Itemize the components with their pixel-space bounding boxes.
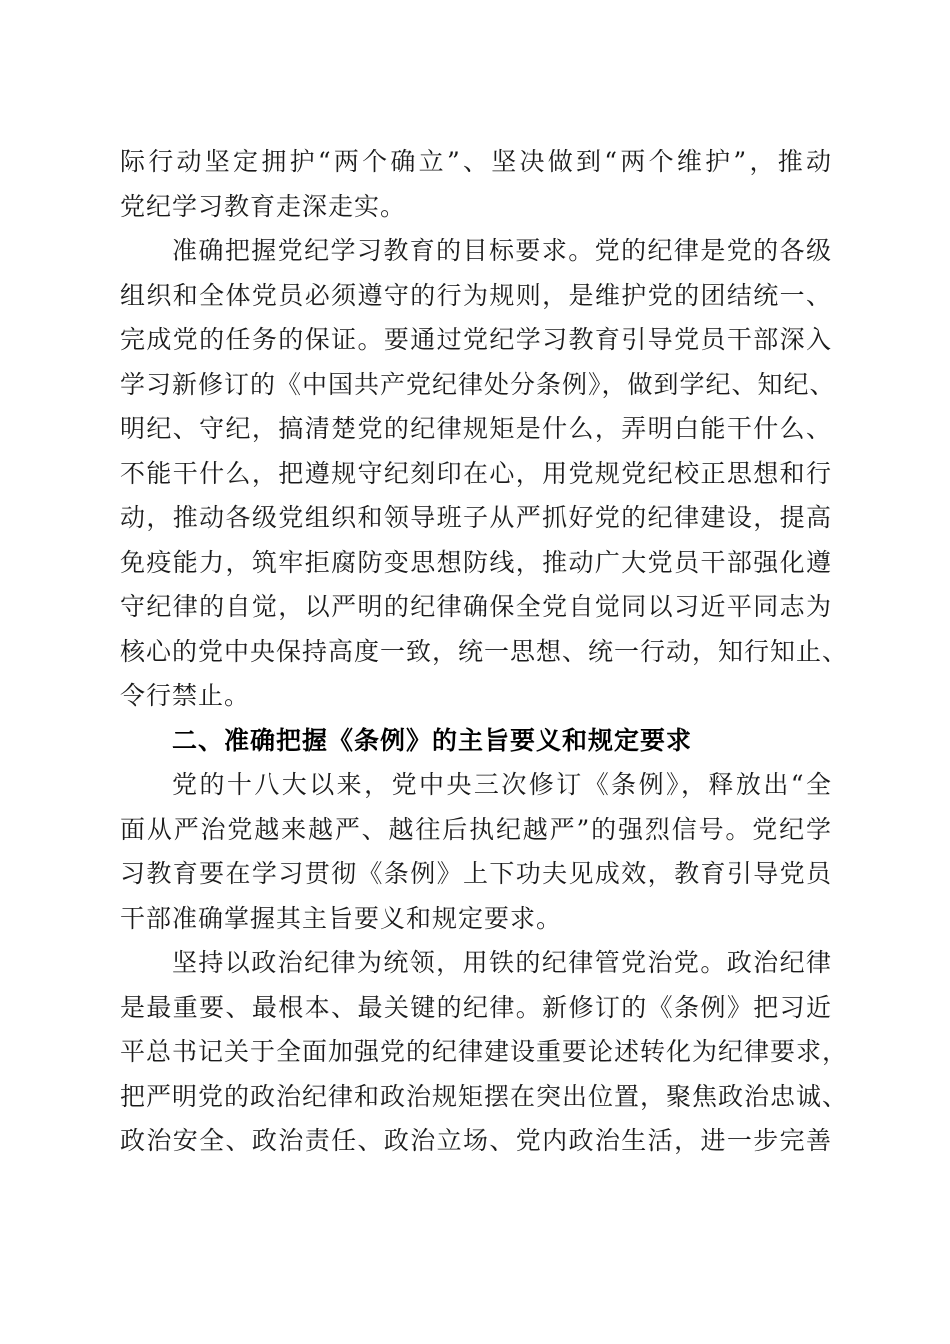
text-line: 组织和全体党员必须遵守的行为规则，是维护党的团结统一、 [120,280,832,310]
text-line: 政治安全、政治责任、政治立场、党内政治生活，进一步完善 [120,1126,832,1155]
text-line: 令行禁止。 [120,681,251,710]
text-line: 明纪、守纪，搞清楚党的纪律规矩是什么，弄明白能干什么、 [120,414,832,443]
text-line: 党的十八大以来，党中央三次修订《条例》，释放出“全 [172,770,832,799]
text-line: 准确把握党纪学习教育的目标要求。党的纪律是党的各级 [172,236,832,265]
text-line: 是最重要、最根本、最关键的纪律。新修订的《条例》把习近 [120,992,832,1022]
text-line: 面从严治党越来越严、越往后执纪越严”的强烈信号。党纪学 [120,814,832,844]
text-line: 核心的党中央保持高度一致，统一思想、统一行动，知行知止、 [120,636,849,666]
text-line: 不能干什么，把遵规守纪刻印在心，用党规党纪校正思想和行 [120,458,832,488]
text-line: 守纪律的自觉，以严明的纪律确保全党自觉同以习近平同志为 [120,592,832,621]
text-line: 习教育要在学习贯彻《条例》上下功夫见成效，教育引导党员 [120,859,832,888]
text-line: 干部准确掌握其主旨要义和规定要求。 [120,903,563,933]
text-line: 坚持以政治纪律为统领，用铁的纪律管党治党。政治纪律 [172,948,832,977]
text-line: 把严明党的政治纪律和政治规矩摆在突出位置，聚焦政治忠诚、 [120,1081,849,1111]
text-line: 平总书记关于全面加强党的纪律建设重要论述转化为纪律要求， [120,1037,849,1066]
body-text [120,140,849,1164]
text-line: 际行动坚定拥护“两个确立”、坚决做到“两个维护”，推动 [120,147,832,176]
text-line: 动，推动各级党组织和领导班子从严抓好党的纪律建设，提高 [120,503,832,532]
section-heading: 二、准确把握《条例》的主旨要义和规定要求 [172,725,693,755]
text-line: 党纪学习教育走深走实。 [120,191,407,221]
text-line: 学习新修订的《中国共产党纪律处分条例》，做到学纪、知纪、 [120,369,836,399]
text-line: 免疫能力，筑牢拒腐防变思想防线，推动广大党员干部强化遵 [120,547,832,577]
text-line: 完成党的任务的保证。要通过党纪学习教育引导党员干部深入 [120,325,832,354]
